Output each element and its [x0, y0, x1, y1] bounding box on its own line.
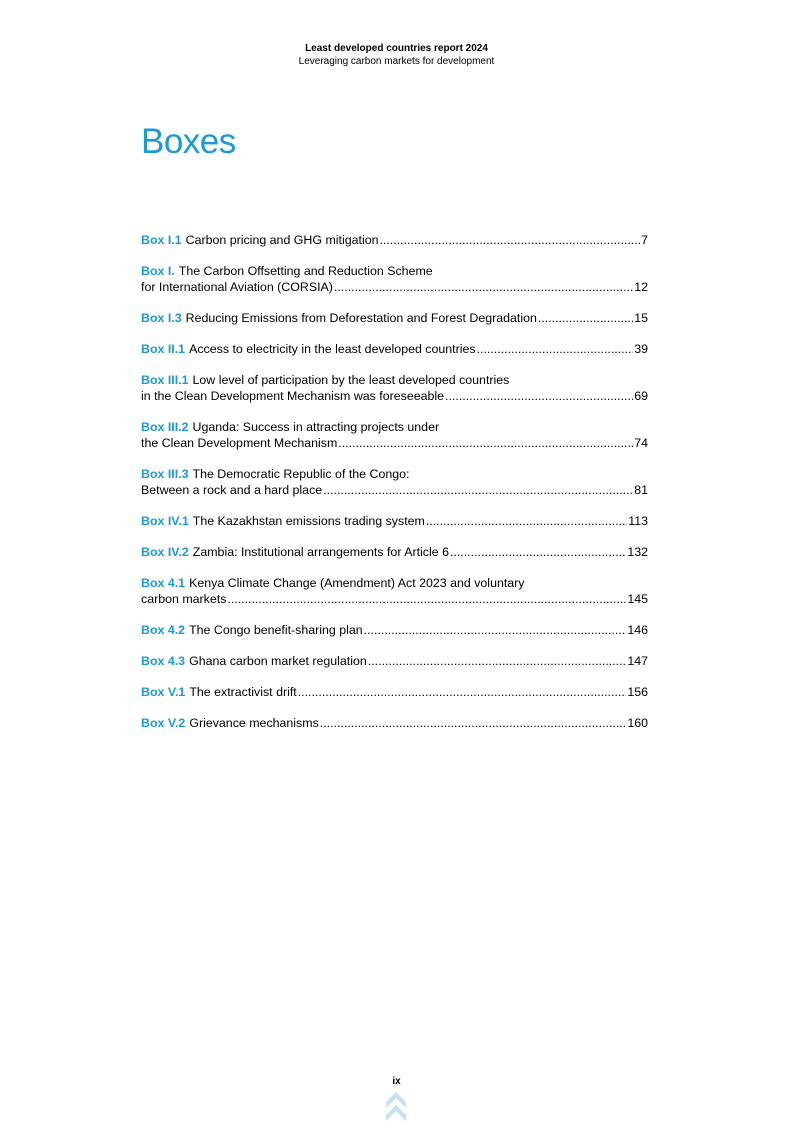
- page-title: Boxes: [141, 122, 236, 161]
- toc-entry[interactable]: [141, 372, 648, 404]
- page-ref: 74: [634, 436, 648, 450]
- box-label: Box III.1: [141, 373, 189, 387]
- dot-leader: [323, 482, 633, 498]
- toc-entry[interactable]: [141, 310, 648, 326]
- page-ref: 39: [634, 342, 648, 356]
- toc-entry-line: [141, 482, 648, 498]
- box-title: carbon markets: [141, 592, 227, 606]
- box-label: Box I.: [141, 264, 175, 278]
- toc-entry[interactable]: [141, 575, 648, 607]
- toc-entry-line: [141, 388, 648, 404]
- page-ref: 145: [627, 592, 648, 606]
- box-label: Box 4.1: [141, 576, 186, 590]
- page-ref: 156: [627, 685, 648, 699]
- box-title: for International Aviation (CORSIA): [141, 280, 333, 294]
- dot-leader: [538, 310, 633, 326]
- box-title: The Carbon Offsetting and Reduction Scheme: [178, 264, 433, 278]
- box-title: the Clean Development Mechanism: [141, 436, 338, 450]
- box-label: Box III.2: [141, 420, 189, 434]
- box-title: Uganda: Success in attracting projects under: [192, 420, 440, 434]
- box-label: Box V.1: [141, 685, 186, 699]
- toc-entry-line: [141, 435, 648, 451]
- toc-entry-line: [141, 310, 648, 326]
- box-title: Grievance mechanisms: [189, 716, 319, 730]
- box-label: Box IV.2: [141, 545, 189, 559]
- toc-entry[interactable]: [141, 341, 648, 357]
- dot-leader: [334, 279, 633, 295]
- toc-entry[interactable]: [141, 513, 648, 529]
- box-label: Box IV.1: [141, 514, 189, 528]
- page-ref: 132: [627, 545, 648, 559]
- dot-leader: [450, 544, 626, 560]
- boxes-list: [141, 232, 648, 746]
- box-title: The Kazakhstan emissions trading system: [192, 514, 425, 528]
- dot-leader: [426, 513, 627, 529]
- page-number: ix: [392, 1076, 401, 1087]
- report-title: Least developed countries report 2024: [305, 43, 488, 54]
- toc-entry[interactable]: [141, 419, 648, 451]
- toc-entry[interactable]: [141, 653, 648, 669]
- dot-leader: [364, 622, 627, 638]
- box-label: Box 4.2: [141, 623, 186, 637]
- page-ref: 113: [628, 514, 648, 528]
- toc-entry-line: [141, 466, 648, 482]
- box-title: Zambia: Institutional arrangements for Article 6: [192, 545, 449, 559]
- toc-entry-line: [141, 419, 648, 435]
- page-ref: 12: [634, 280, 648, 294]
- toc-entry-line: [141, 341, 648, 357]
- page-ref: 69: [634, 389, 648, 403]
- toc-entry-line: [141, 544, 648, 560]
- dot-leader: [338, 435, 633, 451]
- double-chevron-up-icon: [384, 1090, 408, 1121]
- box-title: Reducing Emissions from Deforestation and Forest Degradation: [185, 311, 537, 325]
- box-title: Access to electricity in the least developed countries: [189, 342, 476, 356]
- dot-leader: [298, 684, 627, 700]
- box-label: Box II.1: [141, 342, 186, 356]
- toc-entry-line: [141, 591, 648, 607]
- page-ref: 160: [627, 716, 648, 730]
- box-label: Box I.3: [141, 311, 182, 325]
- toc-entry-line: [141, 684, 648, 700]
- toc-entry[interactable]: [141, 622, 648, 638]
- toc-entry[interactable]: [141, 466, 648, 498]
- toc-entry-line: [141, 372, 648, 388]
- dot-leader: [227, 591, 626, 607]
- toc-entry-line: [141, 232, 648, 248]
- toc-entry-line: [141, 653, 648, 669]
- box-label: Box I.1: [141, 233, 182, 247]
- toc-entry[interactable]: [141, 544, 648, 560]
- box-title: The Congo benefit-sharing plan: [189, 623, 363, 637]
- box-title: Carbon pricing and GHG mitigation: [185, 233, 379, 247]
- toc-entry-line: [141, 279, 648, 295]
- box-label: Box 4.3: [141, 654, 186, 668]
- dot-leader: [477, 341, 634, 357]
- toc-entry-line: [141, 263, 648, 279]
- box-title: Between a rock and a hard place: [141, 483, 323, 497]
- toc-entry-line: [141, 513, 648, 529]
- box-label: Box III.3: [141, 467, 189, 481]
- report-subtitle: Leveraging carbon markets for development: [298, 56, 495, 67]
- box-title: Kenya Climate Change (Amendment) Act 2023 and voluntary: [189, 576, 525, 590]
- box-title: The extractivist drift: [189, 685, 297, 699]
- page-ref: 81: [634, 483, 648, 497]
- dot-leader: [445, 388, 633, 404]
- box-title: in the Clean Development Mechanism was foreseeable: [141, 389, 445, 403]
- toc-entry[interactable]: [141, 263, 648, 295]
- page-ref: 147: [627, 654, 648, 668]
- box-title: Ghana carbon market regulation: [189, 654, 367, 668]
- box-title: Low level of participation by the least developed countries: [192, 373, 510, 387]
- dot-leader: [379, 232, 640, 248]
- box-title: The Democratic Republic of the Congo:: [192, 467, 410, 481]
- toc-entry-line: [141, 622, 648, 638]
- dot-leader: [320, 715, 627, 731]
- toc-entry[interactable]: [141, 232, 648, 248]
- toc-entry[interactable]: [141, 715, 648, 731]
- page-ref: 15: [634, 311, 648, 325]
- toc-entry-line: [141, 575, 648, 591]
- running-header: [0, 43, 793, 68]
- page-ref: 7: [641, 233, 648, 247]
- dot-leader: [368, 653, 627, 669]
- toc-entry[interactable]: [141, 684, 648, 700]
- box-label: Box V.2: [141, 716, 186, 730]
- page-ref: 146: [627, 623, 648, 637]
- toc-entry-line: [141, 715, 648, 731]
